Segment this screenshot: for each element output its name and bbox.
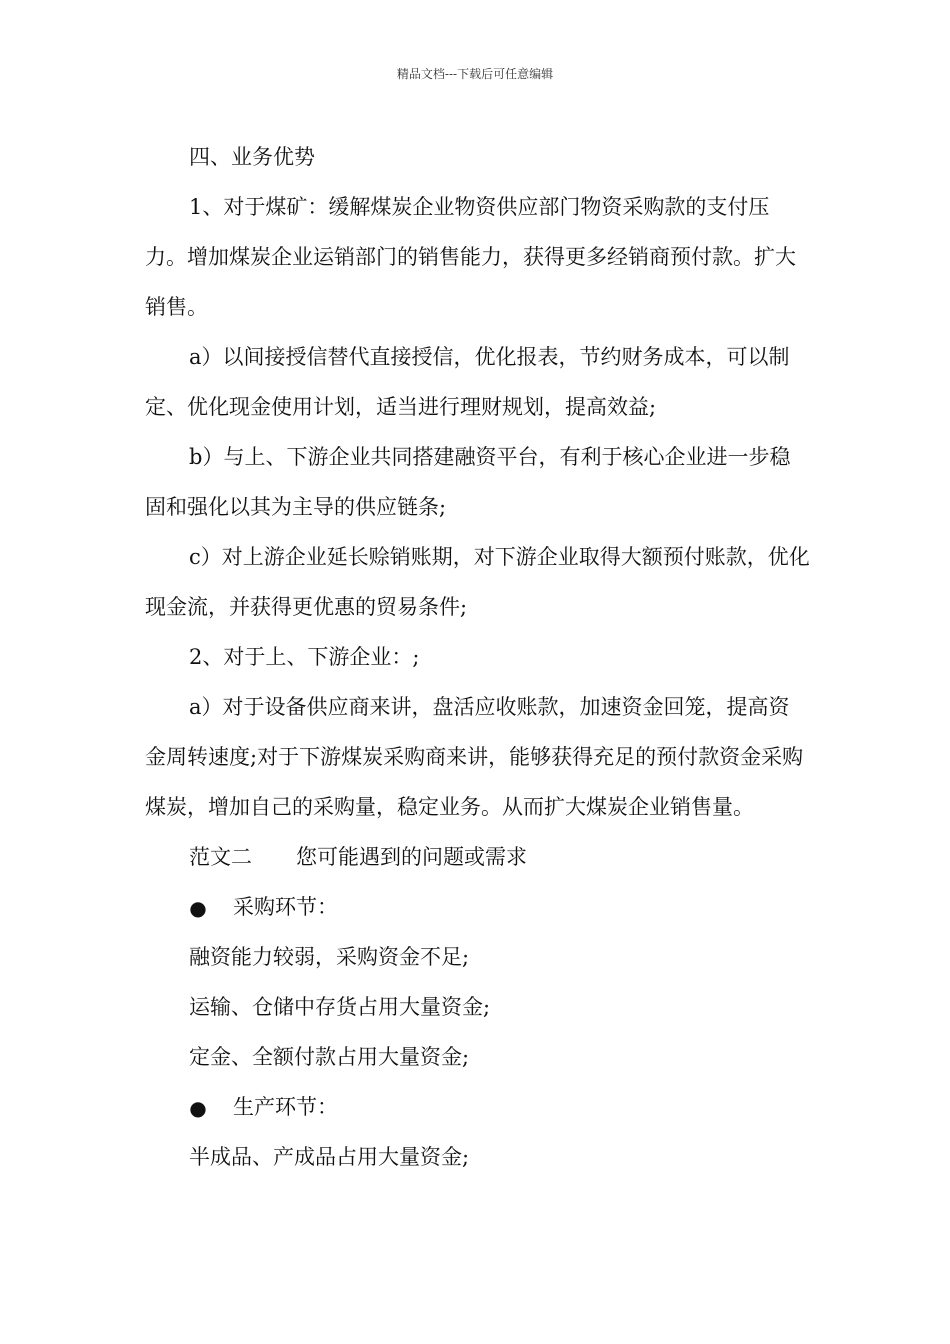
paragraph-coal-mine: 1、对于煤矿：缓解煤炭企业物资供应部门物资采购款的支付压力。增加煤炭企业运销部门的销售能力，获得更多经销商预付款。扩大销售。 [145,195,796,319]
paragraph-item-c: c）对上游企业延长赊销账期，对下游企业取得大额预付账款，优化现金流，并获得更优惠的贸易条件; [145,545,810,619]
page-header: 精品文档---下载后可任意编辑 [396,67,554,81]
paragraph-upstream-item-a: a）对于设备供应商来讲，盘活应收账款，加速资金回笼，提高资金周转速度;对于下游煤炭采购商来讲，能够获得充足的预付款资金采购煤炭，增加自己的采购量，稳定业务。从而扩大煤炭企业销售量。 [145,695,804,819]
paragraph-item-a: a）以间接授信替代直接授信，优化报表，节约财务成本，可以制定、优化现金使用计划，适当进行理财规划，提高效益; [145,345,790,419]
sample-heading [145,832,810,882]
bullet-purchase [145,882,810,932]
section-title: 四、业务优势 [189,145,315,169]
bullet-icon: ● [189,1096,207,1120]
production-heading: 生产环节： [233,1095,338,1119]
bullet-icon: ● [189,896,207,920]
paragraph-upstream-downstream: 2、对于上、下游企业：; [189,645,420,669]
purchase-item: 融资能力较弱，采购资金不足; [189,945,470,969]
sample-label: 范文二 [189,845,252,869]
purchase-item: 定金、全额付款占用大量资金; [189,1045,470,1069]
sample-title: 您可能遇到的问题或需求 [296,845,527,869]
production-item: 半成品、产成品占用大量资金; [189,1145,470,1169]
paragraph-item-b: b）与上、下游企业共同搭建融资平台，有利于核心企业进一步稳固和强化以其为主导的供应链条; [145,445,791,519]
bullet-production [145,1082,810,1132]
document-body [145,132,810,1182]
purchase-item: 运输、仓储中存货占用大量资金; [189,995,491,1019]
purchase-heading: 采购环节： [233,895,338,919]
